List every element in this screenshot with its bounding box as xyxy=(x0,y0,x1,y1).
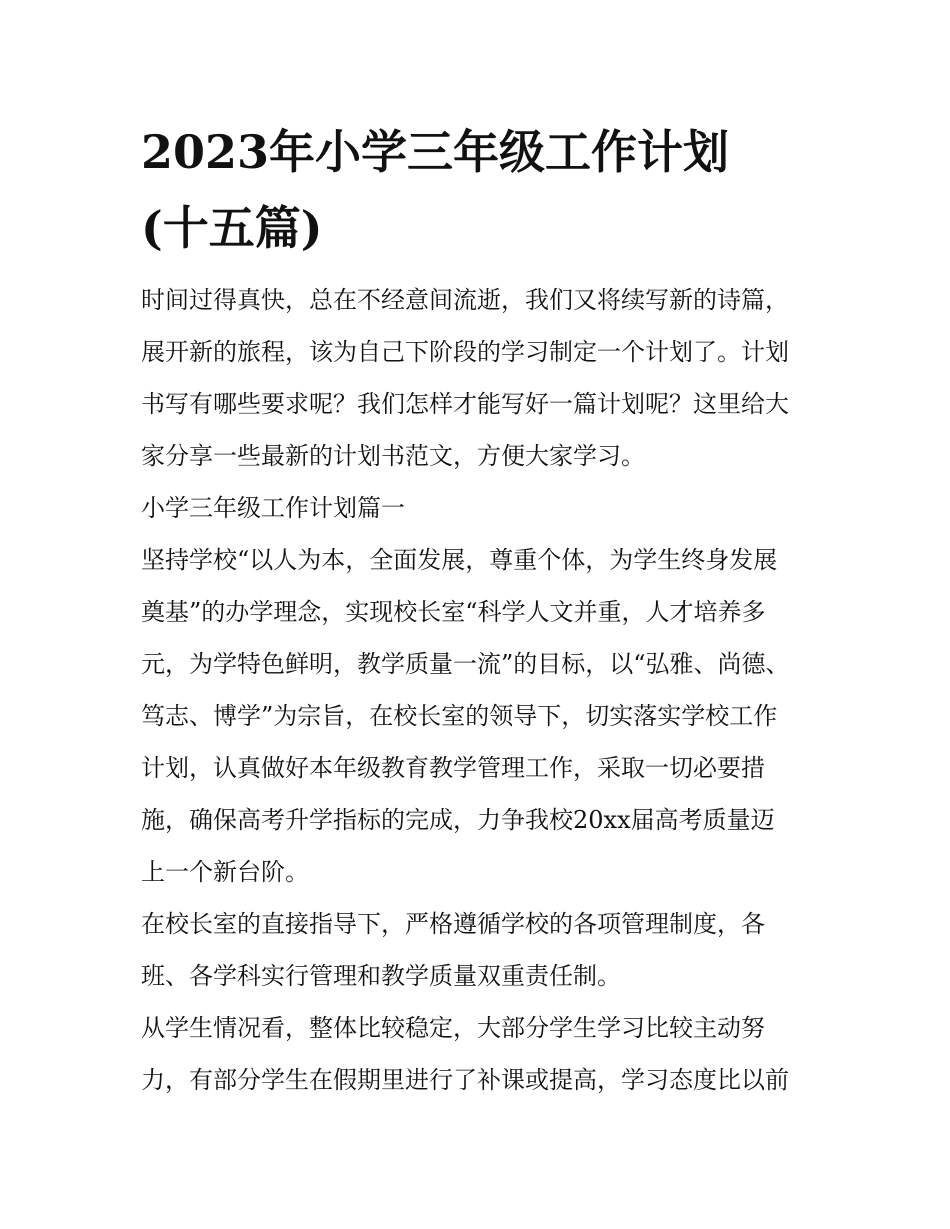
text-line: 施，确保高考升学指标的完成，力争我校20xx届高考质量迈 xyxy=(141,806,775,834)
body-paragraph xyxy=(141,1002,821,1106)
text-line: 元，为学特色鲜明，教学质量一流”的目标，以“弘雅、尚德、 xyxy=(141,650,790,678)
text-line: 计划，认真做好本年级教育教学管理工作，采取一切必要措 xyxy=(141,754,765,782)
title-line: (十五篇) xyxy=(141,201,323,255)
text-line: 在校长室的直接指导下，严格遵循学校的各项管理制度，各 xyxy=(141,910,765,938)
text-line: 奠基”的办学理念，实现校长室“科学人文并重，人才培养多 xyxy=(141,598,766,626)
document-title xyxy=(141,114,821,266)
document-body xyxy=(141,274,821,1106)
section-heading xyxy=(141,482,821,534)
intro-paragraph xyxy=(141,274,821,482)
text-line: 力，有部分学生在假期里进行了补课或提高，学习态度比以前 xyxy=(141,1066,789,1094)
text-line: 坚持学校“以人为本，全面发展，尊重个体，为学生终身发展 xyxy=(141,546,778,574)
text-line: 上一个新台阶。 xyxy=(141,858,309,886)
text-line: 家分享一些最新的计划书范文，方便大家学习。 xyxy=(141,442,645,470)
text-line: 班、各学科实行管理和教学质量双重责任制。 xyxy=(141,962,621,990)
body-paragraph xyxy=(141,898,821,1002)
text-line: 书写有哪些要求呢？我们怎样才能写好一篇计划呢？这里给大 xyxy=(141,390,789,418)
text-line: 小学三年级工作计划篇一 xyxy=(141,494,405,522)
text-line: 展开新的旅程，该为自己下阶段的学习制定一个计划了。计划 xyxy=(141,338,789,366)
text-line: 从学生情况看，整体比较稳定，大部分学生学习比较主动努 xyxy=(141,1014,765,1042)
body-paragraph xyxy=(141,534,821,898)
title-line: 2023年小学三年级工作计划 xyxy=(141,125,730,179)
text-line: 时间过得真快，总在不经意间流逝，我们又将续写新的诗篇， xyxy=(141,286,789,314)
text-line: 笃志、博学”为宗旨，在校长室的领导下，切实落实学校工作 xyxy=(141,702,778,730)
